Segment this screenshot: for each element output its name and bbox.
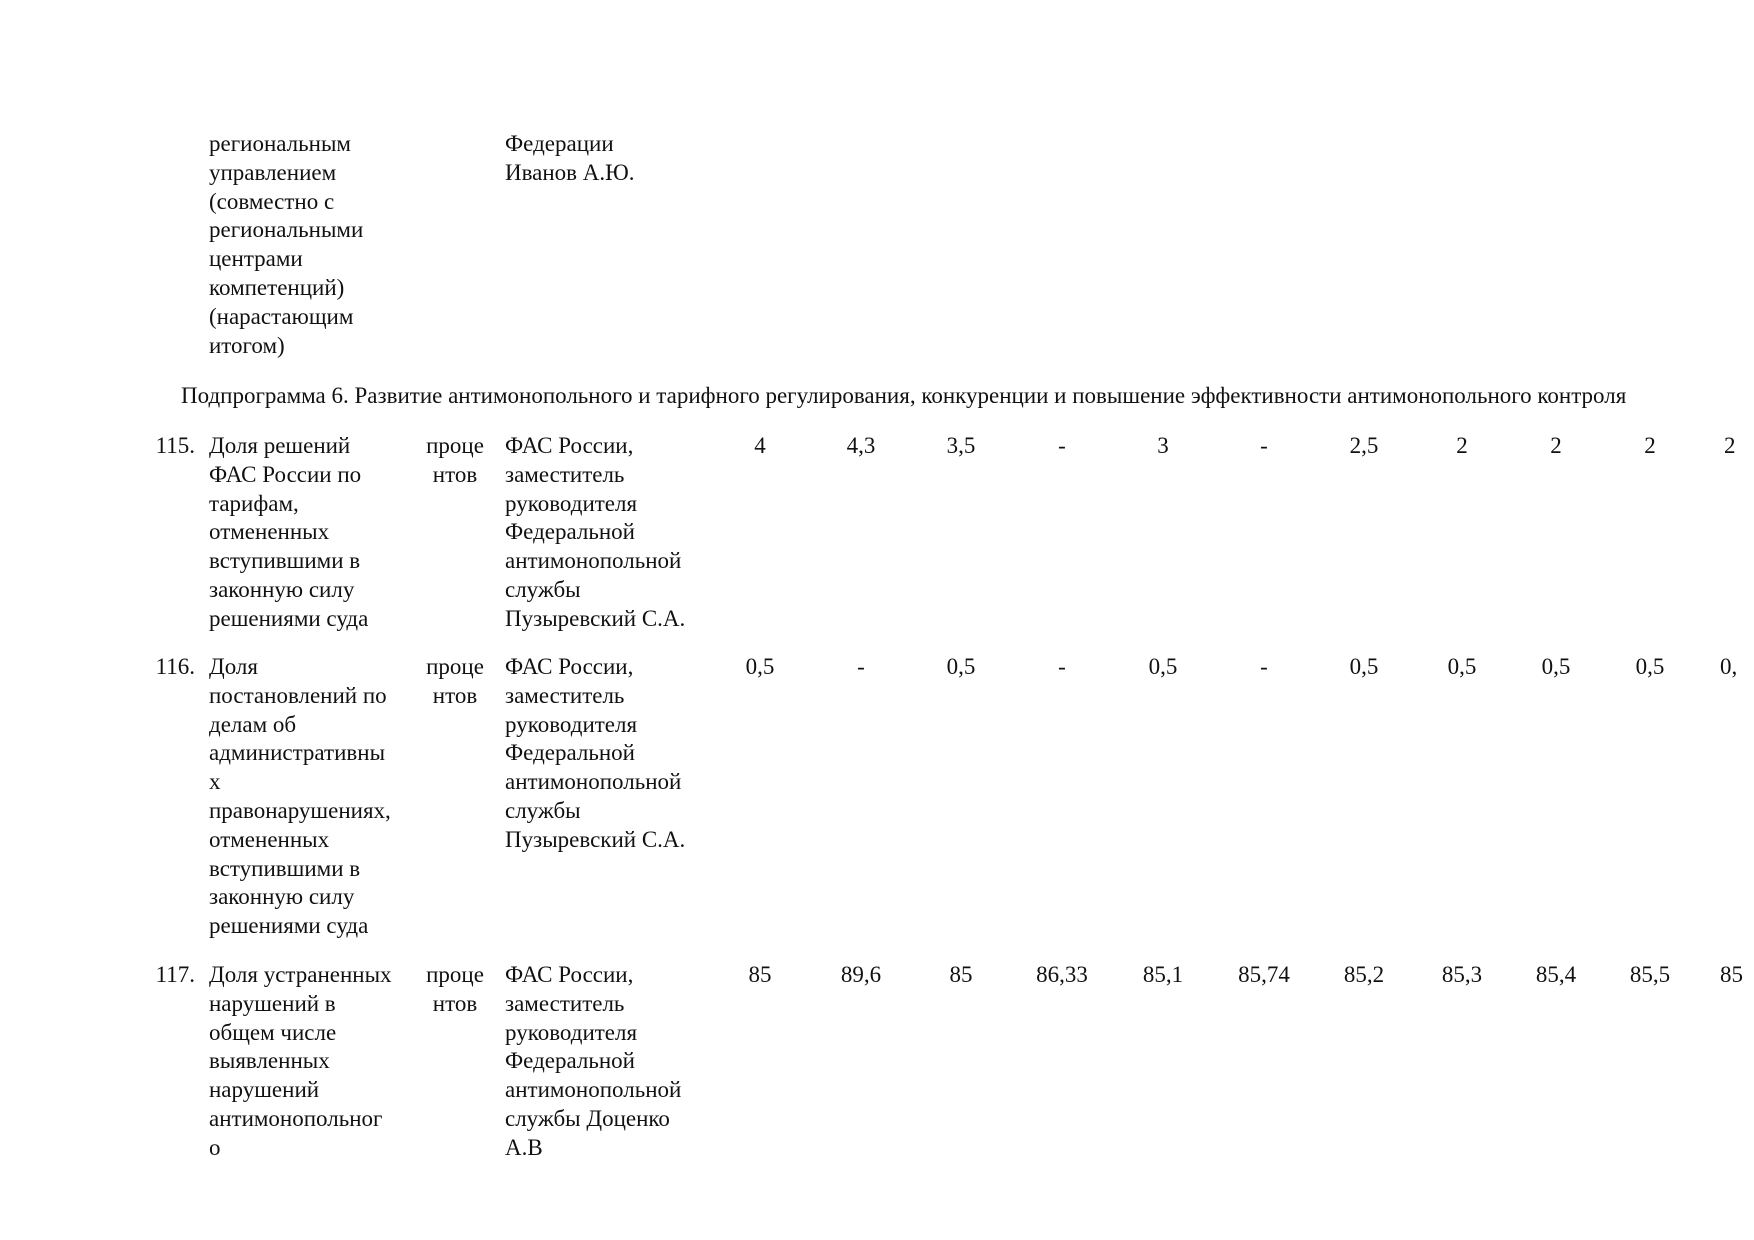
row-value: 85 [949,962,973,987]
row-value: 0,5 [946,654,976,679]
row-indicator: Доля постановлений по делам об административны х правонарушениях, отмененных вступившими в законную силу решениями суда [209,654,391,939]
row-value: 2 [1644,433,1656,458]
row-responsible: ФАС России, заместитель руководителя Федеральной антимонопольной службы Пузыревский С.А. [505,433,686,631]
row-value: 86,33 [1036,962,1088,987]
row-unit: проце нтов [426,433,484,487]
row-value: - [1260,433,1268,458]
row-value: 0,5 [1541,654,1571,679]
row-value: 4 [754,433,766,458]
row-value: 85,4 [1535,962,1577,987]
subprogram-title: Подпрограмма 6. Развитие антимонопольного и тарифного регулирования, конкуренции и повышение эффективности антимонопольного контроля [181,383,1627,408]
row-value: 85,3 [1441,962,1483,987]
row-value: 0,5 [1349,654,1379,679]
row-value: - [1260,654,1268,679]
row-value: 0, [1720,654,1738,679]
row-value: 0,5 [1447,654,1477,679]
row-value: 2 [1456,433,1468,458]
row-responsible: ФАС России, заместитель руководителя Федеральной антимонопольной службы Доценко А.В [505,962,682,1160]
row-indicator: Доля решений ФАС России по тарифам, отмененных вступившими в законную силу решениями суда [209,433,369,631]
row-value: - [857,654,865,679]
row-value: - [1058,433,1066,458]
row-value: 2 [1550,433,1562,458]
row-responsible: ФАС России, заместитель руководителя Федеральной антимонопольной службы Пузыревский С.А. [505,654,686,852]
row-value: 3,5 [946,433,976,458]
row-value: 0,5 [1635,654,1665,679]
row-value: - [1058,654,1066,679]
row-unit: проце нтов [426,654,484,708]
row-number: 115. [155,433,195,458]
row-value: 85,5 [1629,962,1671,987]
row-value: 0,5 [745,654,775,679]
row-number: 117. [155,962,195,987]
row-unit: проце нтов [426,962,484,1016]
row-indicator: Доля устраненных нарушений в общем числе выявленных нарушений антимонопольног о [209,962,392,1160]
row-number: 116. [155,654,195,679]
continuation-indicator-text: региональным управлением (совместно с региональными центрами компетенций) (нарастающим итогом) [209,131,364,358]
row-value: 85,2 [1343,962,1385,987]
row-value: 2 [1724,433,1736,458]
row-value: 89,6 [840,962,882,987]
row-value: 2,5 [1349,433,1379,458]
row-value: 0,5 [1148,654,1178,679]
row-value: 85,1 [1142,962,1184,987]
row-value: 3 [1157,433,1169,458]
row-value: 4,3 [846,433,876,458]
row-value: 85 [1720,962,1743,987]
row-value: 85,74 [1238,962,1290,987]
row-value: 85 [748,962,772,987]
continuation-responsible-text: Федерации Иванов А.Ю. [505,131,635,185]
